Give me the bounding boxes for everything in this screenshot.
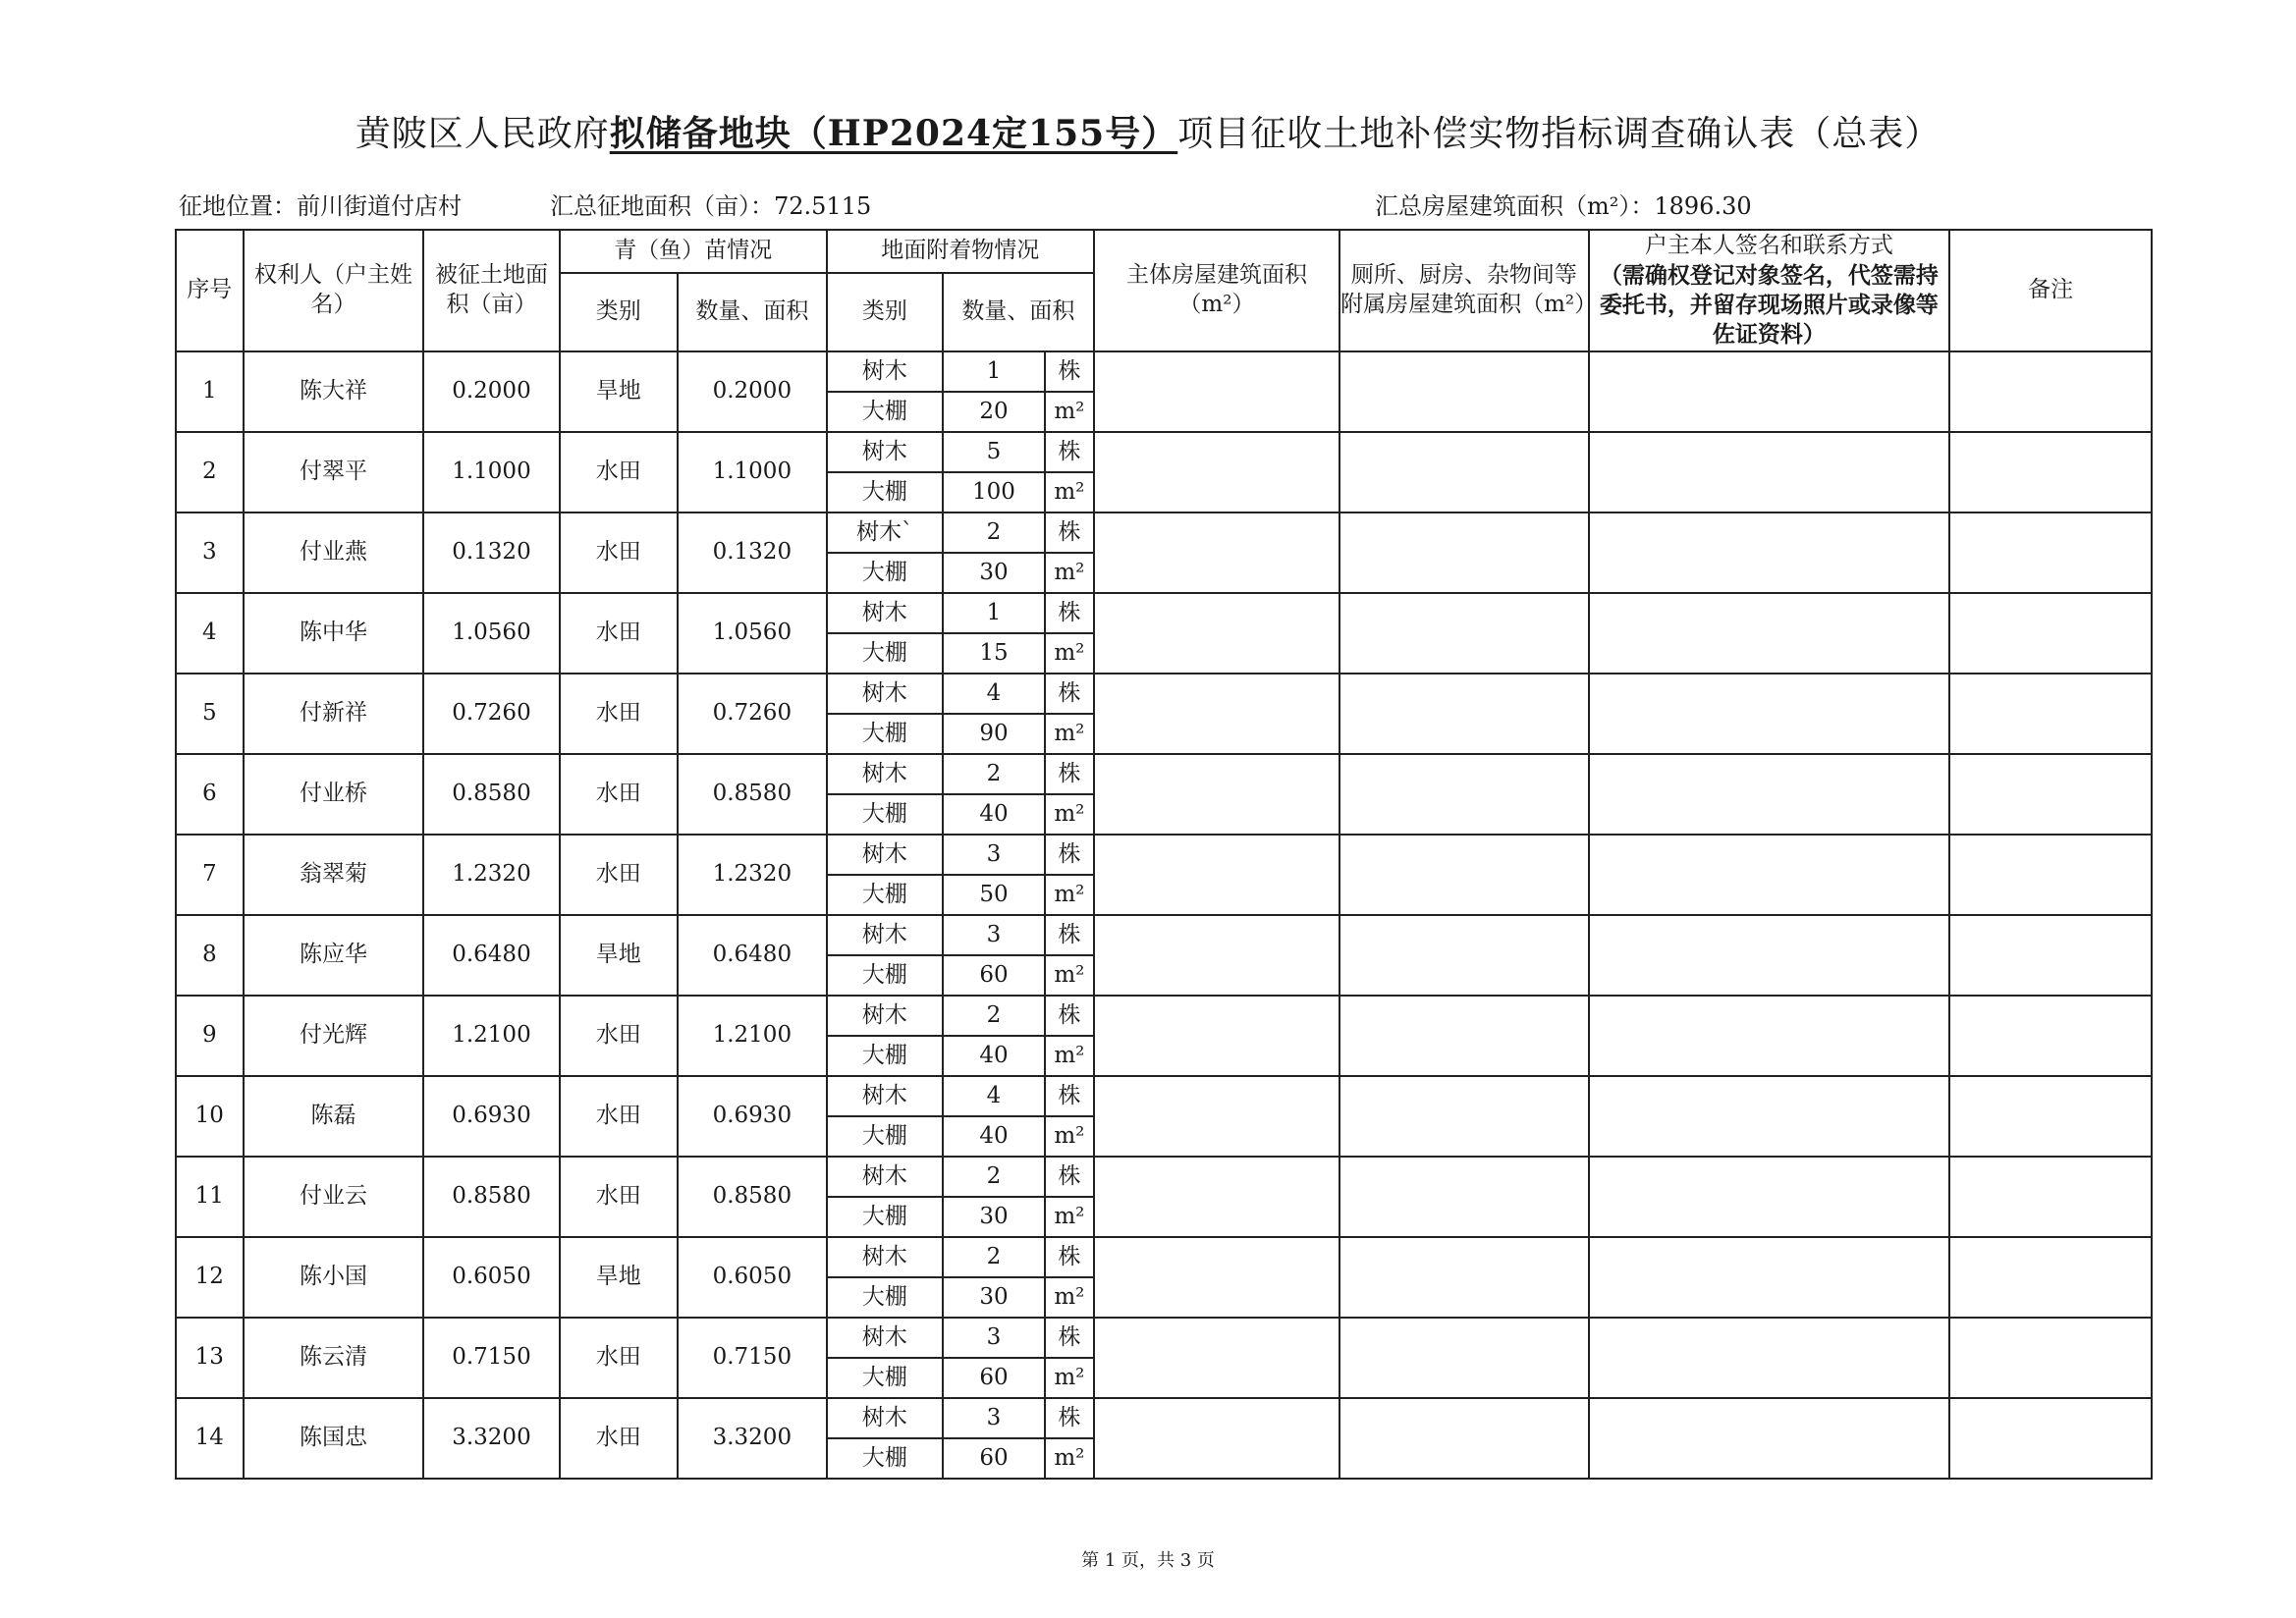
row-aux-house bbox=[1339, 512, 1588, 593]
table-row bbox=[176, 835, 2152, 875]
row-seq: 1 bbox=[176, 351, 244, 432]
row-remark bbox=[1949, 996, 2152, 1076]
row-crop-type: 水田 bbox=[560, 512, 678, 593]
row-signature[interactable] bbox=[1589, 1318, 1950, 1398]
row-owner-name: 付业云 bbox=[244, 1157, 424, 1237]
row-crop-qty: 0.1320 bbox=[678, 512, 827, 593]
header-attach-qty: 数量、面积 bbox=[943, 273, 1094, 351]
row-tree-label: 树木 bbox=[827, 835, 943, 875]
row-shed-unit: m² bbox=[1045, 1197, 1094, 1237]
table-row bbox=[176, 754, 2152, 794]
row-seq: 8 bbox=[176, 915, 244, 996]
row-shed-unit: m² bbox=[1045, 1277, 1094, 1318]
row-main-house bbox=[1094, 512, 1339, 593]
row-tree-qty: 3 bbox=[943, 1398, 1045, 1438]
header-crops-type: 类别 bbox=[560, 273, 678, 351]
row-tree-label: 树木 bbox=[827, 432, 943, 472]
row-shed-label: 大棚 bbox=[827, 1116, 943, 1157]
row-seq: 10 bbox=[176, 1076, 244, 1157]
row-remark bbox=[1949, 1237, 2152, 1318]
header-remark: 备注 bbox=[1949, 230, 2152, 351]
row-land-area: 0.6930 bbox=[423, 1076, 559, 1157]
compensation-table bbox=[175, 229, 2153, 1480]
header-land-area: 被征土地面积（亩） bbox=[423, 230, 559, 351]
row-crop-type: 旱地 bbox=[560, 351, 678, 432]
title-project: 拟储备地块（HP2024定155号） bbox=[609, 113, 1178, 154]
row-main-house bbox=[1094, 754, 1339, 835]
row-tree-label: 树木 bbox=[827, 1157, 943, 1197]
row-land-area: 1.2320 bbox=[423, 835, 559, 915]
row-signature[interactable] bbox=[1589, 674, 1950, 754]
row-seq: 6 bbox=[176, 754, 244, 835]
row-tree-unit: 株 bbox=[1045, 593, 1094, 633]
row-tree-unit: 株 bbox=[1045, 996, 1094, 1036]
row-signature[interactable] bbox=[1589, 351, 1950, 432]
row-land-area: 1.2100 bbox=[423, 996, 559, 1076]
header-seq: 序号 bbox=[176, 230, 244, 351]
row-aux-house bbox=[1339, 1157, 1588, 1237]
row-owner-name: 陈磊 bbox=[244, 1076, 424, 1157]
row-signature[interactable] bbox=[1589, 1076, 1950, 1157]
row-crop-qty: 1.0560 bbox=[678, 593, 827, 674]
header-crops: 青（鱼）苗情况 bbox=[560, 230, 827, 273]
row-shed-qty: 60 bbox=[943, 1438, 1045, 1479]
row-tree-qty: 2 bbox=[943, 996, 1045, 1036]
row-seq: 11 bbox=[176, 1157, 244, 1237]
header-sign bbox=[1589, 230, 1950, 351]
row-aux-house bbox=[1339, 593, 1588, 674]
row-crop-type: 水田 bbox=[560, 432, 678, 512]
row-shed-unit: m² bbox=[1045, 1036, 1094, 1076]
table-row bbox=[176, 1318, 2152, 1358]
row-crop-qty: 0.7150 bbox=[678, 1318, 827, 1398]
row-shed-qty: 60 bbox=[943, 1358, 1045, 1398]
row-remark bbox=[1949, 1398, 2152, 1479]
row-signature[interactable] bbox=[1589, 835, 1950, 915]
row-shed-unit: m² bbox=[1045, 1116, 1094, 1157]
row-land-area: 0.8580 bbox=[423, 1157, 559, 1237]
row-signature[interactable] bbox=[1589, 593, 1950, 674]
row-shed-label: 大棚 bbox=[827, 955, 943, 996]
table-row bbox=[176, 593, 2152, 633]
row-tree-qty: 2 bbox=[943, 1237, 1045, 1277]
row-crop-qty: 0.7260 bbox=[678, 674, 827, 754]
row-crop-type: 水田 bbox=[560, 1157, 678, 1237]
row-tree-label: 树木 bbox=[827, 754, 943, 794]
row-aux-house bbox=[1339, 996, 1588, 1076]
row-main-house bbox=[1094, 1318, 1339, 1398]
row-land-area: 0.8580 bbox=[423, 754, 559, 835]
table-row bbox=[176, 1076, 2152, 1116]
row-main-house bbox=[1094, 1398, 1339, 1479]
header-owner: 权利人（户主姓名） bbox=[244, 230, 424, 351]
row-main-house bbox=[1094, 593, 1339, 674]
row-tree-label: 树木` bbox=[827, 512, 943, 553]
row-land-area: 1.0560 bbox=[423, 593, 559, 674]
row-shed-unit: m² bbox=[1045, 392, 1094, 432]
row-remark bbox=[1949, 1157, 2152, 1237]
row-owner-name: 陈国忠 bbox=[244, 1398, 424, 1479]
row-crop-type: 水田 bbox=[560, 674, 678, 754]
row-shed-qty: 60 bbox=[943, 955, 1045, 996]
row-shed-qty: 30 bbox=[943, 1277, 1045, 1318]
row-crop-type: 水田 bbox=[560, 1398, 678, 1479]
row-owner-name: 付翠平 bbox=[244, 432, 424, 512]
row-shed-unit: m² bbox=[1045, 553, 1094, 593]
title-prefix: 黄陂区人民政府 bbox=[355, 114, 610, 154]
row-shed-label: 大棚 bbox=[827, 472, 943, 512]
row-crop-type: 旱地 bbox=[560, 1237, 678, 1318]
row-owner-name: 付光辉 bbox=[244, 996, 424, 1076]
row-land-area: 0.7260 bbox=[423, 674, 559, 754]
row-seq: 12 bbox=[176, 1237, 244, 1318]
row-shed-unit: m² bbox=[1045, 633, 1094, 674]
row-owner-name: 陈云清 bbox=[244, 1318, 424, 1398]
row-shed-label: 大棚 bbox=[827, 392, 943, 432]
row-tree-unit: 株 bbox=[1045, 1157, 1094, 1197]
row-shed-unit: m² bbox=[1045, 714, 1094, 754]
row-crop-type: 水田 bbox=[560, 1318, 678, 1398]
table-row bbox=[176, 351, 2152, 392]
info-location: 征地位置：前川街道付店村 bbox=[179, 192, 462, 220]
row-remark bbox=[1949, 674, 2152, 754]
row-tree-qty: 3 bbox=[943, 835, 1045, 875]
row-shed-qty: 40 bbox=[943, 794, 1045, 835]
table-row bbox=[176, 1398, 2152, 1438]
row-remark bbox=[1949, 915, 2152, 996]
row-shed-unit: m² bbox=[1045, 1438, 1094, 1479]
row-tree-unit: 株 bbox=[1045, 915, 1094, 955]
row-land-area: 0.6050 bbox=[423, 1237, 559, 1318]
row-shed-label: 大棚 bbox=[827, 1358, 943, 1398]
row-crop-type: 旱地 bbox=[560, 915, 678, 996]
row-shed-unit: m² bbox=[1045, 472, 1094, 512]
row-signature[interactable] bbox=[1589, 432, 1950, 512]
row-main-house bbox=[1094, 674, 1339, 754]
row-remark bbox=[1949, 593, 2152, 674]
row-crop-type: 水田 bbox=[560, 996, 678, 1076]
row-owner-name: 陈大祥 bbox=[244, 351, 424, 432]
row-shed-qty: 20 bbox=[943, 392, 1045, 432]
row-crop-qty: 3.3200 bbox=[678, 1398, 827, 1479]
row-seq: 14 bbox=[176, 1398, 244, 1479]
row-shed-qty: 30 bbox=[943, 1197, 1045, 1237]
table-row bbox=[176, 512, 2152, 553]
row-signature[interactable] bbox=[1589, 1237, 1950, 1318]
row-remark bbox=[1949, 1318, 2152, 1398]
row-owner-name: 付业桥 bbox=[244, 754, 424, 835]
row-main-house bbox=[1094, 1157, 1339, 1237]
row-shed-qty: 90 bbox=[943, 714, 1045, 754]
row-tree-unit: 株 bbox=[1045, 754, 1094, 794]
table-row bbox=[176, 674, 2152, 714]
row-crop-qty: 1.2320 bbox=[678, 835, 827, 915]
row-land-area: 0.6480 bbox=[423, 915, 559, 996]
row-land-area: 1.1000 bbox=[423, 432, 559, 512]
row-shed-qty: 40 bbox=[943, 1036, 1045, 1076]
row-remark bbox=[1949, 754, 2152, 835]
row-remark bbox=[1949, 1076, 2152, 1157]
row-tree-label: 树木 bbox=[827, 593, 943, 633]
row-aux-house bbox=[1339, 754, 1588, 835]
row-shed-label: 大棚 bbox=[827, 1197, 943, 1237]
row-signature[interactable] bbox=[1589, 996, 1950, 1076]
row-shed-unit: m² bbox=[1045, 1358, 1094, 1398]
row-main-house bbox=[1094, 996, 1339, 1076]
header-attachments: 地面附着物情况 bbox=[827, 230, 1094, 273]
row-tree-label: 树木 bbox=[827, 351, 943, 392]
info-total-building: 汇总房屋建筑面积（m²）：1896.30 bbox=[1375, 192, 1752, 220]
row-seq: 5 bbox=[176, 674, 244, 754]
title-suffix: 项目征收土地补偿实物指标调查确认表（总表） bbox=[1177, 114, 1941, 154]
row-land-area: 0.7150 bbox=[423, 1318, 559, 1398]
row-owner-name: 付新祥 bbox=[244, 674, 424, 754]
row-main-house bbox=[1094, 432, 1339, 512]
row-tree-qty: 2 bbox=[943, 1157, 1045, 1197]
row-land-area: 0.2000 bbox=[423, 351, 559, 432]
row-seq: 2 bbox=[176, 432, 244, 512]
row-tree-label: 树木 bbox=[827, 1076, 943, 1116]
row-remark bbox=[1949, 835, 2152, 915]
row-tree-qty: 2 bbox=[943, 512, 1045, 553]
row-seq: 9 bbox=[176, 996, 244, 1076]
row-tree-label: 树木 bbox=[827, 915, 943, 955]
row-tree-qty: 1 bbox=[943, 593, 1045, 633]
row-crop-qty: 1.1000 bbox=[678, 432, 827, 512]
row-seq: 7 bbox=[176, 835, 244, 915]
header-sign-note: （需确权登记对象签名，代签需持委托书，并留存现场照片或录像等佐证资料） bbox=[1599, 262, 1939, 348]
row-crop-qty: 0.6930 bbox=[678, 1076, 827, 1157]
row-crop-qty: 0.8580 bbox=[678, 1157, 827, 1237]
row-crop-qty: 0.6480 bbox=[678, 915, 827, 996]
row-shed-label: 大棚 bbox=[827, 1438, 943, 1479]
row-shed-label: 大棚 bbox=[827, 875, 943, 915]
row-tree-qty: 5 bbox=[943, 432, 1045, 472]
row-seq: 3 bbox=[176, 512, 244, 593]
row-aux-house bbox=[1339, 674, 1588, 754]
row-tree-label: 树木 bbox=[827, 1318, 943, 1358]
row-seq: 13 bbox=[176, 1318, 244, 1398]
row-shed-label: 大棚 bbox=[827, 794, 943, 835]
row-shed-label: 大棚 bbox=[827, 633, 943, 674]
row-main-house bbox=[1094, 1076, 1339, 1157]
row-main-house bbox=[1094, 835, 1339, 915]
row-tree-label: 树木 bbox=[827, 1237, 943, 1277]
row-crop-qty: 1.2100 bbox=[678, 996, 827, 1076]
row-tree-unit: 株 bbox=[1045, 674, 1094, 714]
row-crop-type: 水田 bbox=[560, 835, 678, 915]
row-signature[interactable] bbox=[1589, 1398, 1950, 1479]
page-footer: 第 1 页，共 3 页 bbox=[1081, 1550, 1215, 1571]
row-tree-label: 树木 bbox=[827, 996, 943, 1036]
row-signature[interactable] bbox=[1589, 1157, 1950, 1237]
document-title bbox=[0, 106, 2296, 156]
row-remark bbox=[1949, 512, 2152, 593]
row-tree-unit: 株 bbox=[1045, 1318, 1094, 1358]
row-main-house bbox=[1094, 1237, 1339, 1318]
row-owner-name: 陈中华 bbox=[244, 593, 424, 674]
row-shed-unit: m² bbox=[1045, 955, 1094, 996]
row-crop-qty: 0.6050 bbox=[678, 1237, 827, 1318]
row-tree-unit: 株 bbox=[1045, 1237, 1094, 1277]
row-tree-unit: 株 bbox=[1045, 835, 1094, 875]
row-tree-unit: 株 bbox=[1045, 432, 1094, 472]
table-row bbox=[176, 1157, 2152, 1197]
row-shed-qty: 30 bbox=[943, 553, 1045, 593]
row-crop-type: 水田 bbox=[560, 593, 678, 674]
row-tree-qty: 3 bbox=[943, 915, 1045, 955]
row-land-area: 0.1320 bbox=[423, 512, 559, 593]
row-remark bbox=[1949, 432, 2152, 512]
row-land-area: 3.3200 bbox=[423, 1398, 559, 1479]
row-aux-house bbox=[1339, 1237, 1588, 1318]
row-signature[interactable] bbox=[1589, 754, 1950, 835]
table-row bbox=[176, 996, 2152, 1036]
row-main-house bbox=[1094, 351, 1339, 432]
row-shed-qty: 50 bbox=[943, 875, 1045, 915]
header-attach-type: 类别 bbox=[827, 273, 943, 351]
row-aux-house bbox=[1339, 1398, 1588, 1479]
row-remark bbox=[1949, 351, 2152, 432]
row-crop-type: 水田 bbox=[560, 754, 678, 835]
row-aux-house bbox=[1339, 432, 1588, 512]
row-crop-qty: 0.8580 bbox=[678, 754, 827, 835]
row-aux-house bbox=[1339, 351, 1588, 432]
table-row bbox=[176, 432, 2152, 472]
row-main-house bbox=[1094, 915, 1339, 996]
row-owner-name: 陈小国 bbox=[244, 1237, 424, 1318]
row-shed-qty: 15 bbox=[943, 633, 1045, 674]
row-tree-qty: 4 bbox=[943, 1076, 1045, 1116]
row-seq: 4 bbox=[176, 593, 244, 674]
row-signature[interactable] bbox=[1589, 915, 1950, 996]
row-shed-label: 大棚 bbox=[827, 553, 943, 593]
row-tree-qty: 2 bbox=[943, 754, 1045, 794]
table-body bbox=[176, 351, 2152, 1479]
row-aux-house bbox=[1339, 835, 1588, 915]
header-aux-house: 厕所、厨房、杂物间等附属房屋建筑面积（m²） bbox=[1339, 230, 1588, 351]
row-tree-qty: 1 bbox=[943, 351, 1045, 392]
header-sign-title: 户主本人签名和联系方式 bbox=[1644, 233, 1893, 259]
header-crops-qty: 数量、面积 bbox=[678, 273, 827, 351]
row-tree-unit: 株 bbox=[1045, 512, 1094, 553]
table-row bbox=[176, 1237, 2152, 1277]
row-aux-house bbox=[1339, 1076, 1588, 1157]
row-shed-label: 大棚 bbox=[827, 714, 943, 754]
row-shed-label: 大棚 bbox=[827, 1277, 943, 1318]
row-tree-label: 树木 bbox=[827, 674, 943, 714]
info-total-land: 汇总征地面积（亩）：72.5115 bbox=[550, 192, 872, 220]
row-owner-name: 翁翠菊 bbox=[244, 835, 424, 915]
row-tree-unit: 株 bbox=[1045, 1398, 1094, 1438]
row-crop-type: 水田 bbox=[560, 1076, 678, 1157]
header-main-house: 主体房屋建筑面积（m²） bbox=[1094, 230, 1339, 351]
row-crop-qty: 0.2000 bbox=[678, 351, 827, 432]
row-tree-qty: 3 bbox=[943, 1318, 1045, 1358]
row-tree-unit: 株 bbox=[1045, 1076, 1094, 1116]
row-signature[interactable] bbox=[1589, 512, 1950, 593]
row-shed-unit: m² bbox=[1045, 794, 1094, 835]
row-shed-unit: m² bbox=[1045, 875, 1094, 915]
table-row bbox=[176, 915, 2152, 955]
row-aux-house bbox=[1339, 1318, 1588, 1398]
row-shed-label: 大棚 bbox=[827, 1036, 943, 1076]
row-tree-qty: 4 bbox=[943, 674, 1045, 714]
row-owner-name: 付业燕 bbox=[244, 512, 424, 593]
row-tree-label: 树木 bbox=[827, 1398, 943, 1438]
row-shed-qty: 100 bbox=[943, 472, 1045, 512]
row-owner-name: 陈应华 bbox=[244, 915, 424, 996]
row-aux-house bbox=[1339, 915, 1588, 996]
row-shed-qty: 40 bbox=[943, 1116, 1045, 1157]
row-tree-unit: 株 bbox=[1045, 351, 1094, 392]
